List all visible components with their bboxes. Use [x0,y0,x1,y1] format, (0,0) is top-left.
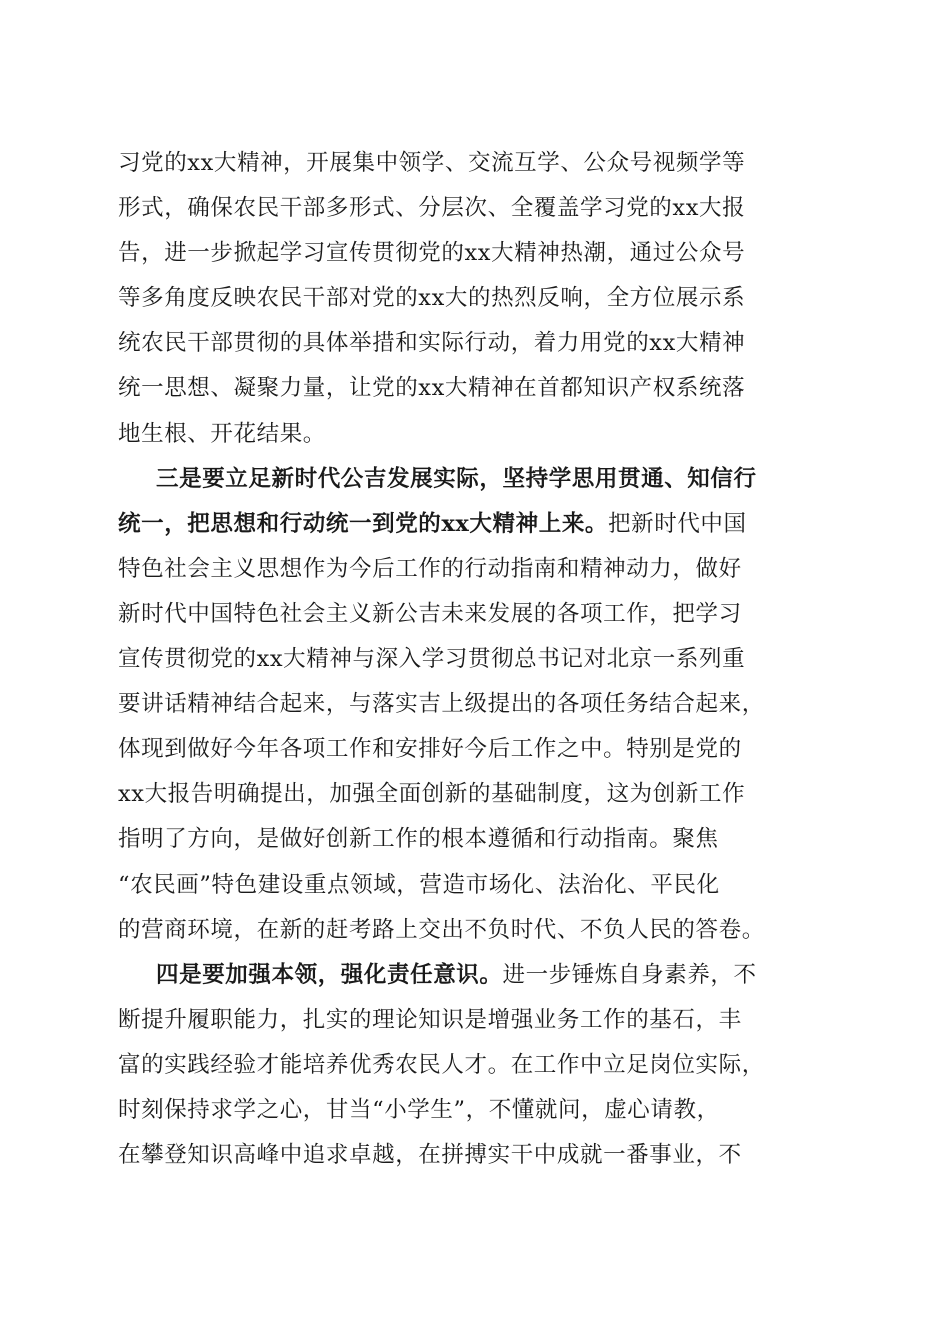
text-line [118,953,838,998]
text-line: 的营商环境，在新的赶考路上交出不负时代、不负人民的答卷。 [118,916,765,943]
text-line: 告，进一步掀起学习宣传贯彻党的xx大精神热潮，通过公众号 [118,240,746,267]
text-line: 宣传贯彻党的xx大精神与深入学习贯彻总书记对北京一系列重 [118,646,746,673]
text-line: 指明了方向，是做好创新工作的根本遵循和行动指南。聚焦 [118,826,719,853]
text-line: 体现到做好今年各项工作和安排好今后工作之中。特别是党的 [118,736,742,763]
text-line: 在攀登知识高峰中追求卓越，在拼搏实干中成就一番事业，不 [118,1142,742,1169]
text-line: 富的实践经验才能培养优秀农民人才。在工作中立足岗位实际， [118,1051,765,1078]
text-line [118,502,838,547]
text-line: 等多角度反映农民干部对党的xx大的热烈反响，全方位展示系 [118,285,746,312]
text-line: 新时代中国特色社会主义新公吉未来发展的各项工作，把学习 [118,600,742,627]
text-line: 习党的xx大精神，开展集中领学、交流互学、公众号视频学等 [118,150,746,176]
text-line: 统一思想、凝聚力量，让党的xx大精神在首都知识产权系统落 [118,375,746,402]
text-line: 形式，确保农民干部多形式、分层次、全覆盖学习党的xx大报 [118,195,746,222]
paragraph-heading: 三是要立足新时代公吉发展实际，坚持学思用贯通、知信行 [156,465,757,492]
text-fragment: 进一步锤炼自身素养，不 [502,961,757,988]
document-body [118,141,838,1178]
paragraph-heading-continued: 统一，把思想和行动统一到党的xx大精神上来。 [118,510,609,537]
text-fragment: 把新时代中国 [608,510,747,537]
text-line: 地生根、开花结果。 [118,420,326,447]
paragraph-heading: 四是要加强本领，强化责任意识。 [156,961,503,988]
text-line: “农民画”特色建设重点领域，营造市场化、法治化、平民化 [118,871,720,898]
text-line: xx大报告明确提出，加强全面创新的基础制度，这为创新工作 [118,781,746,808]
text-line: 时刻保持求学之心，甘当“小学生”，不懂就问，虚心请教， [118,1096,720,1123]
text-line: 要讲话精神结合起来，与落实吉上级提出的各项任务结合起来， [118,691,765,718]
text-line: 统农民干部贯彻的具体举措和实际行动，着力用党的xx大精神 [118,330,746,357]
text-line: 断提升履职能力，扎实的理论知识是增强业务工作的基石，丰 [118,1006,742,1033]
text-line: 特色社会主义思想作为今后工作的行动指南和精神动力，做好 [118,555,742,582]
